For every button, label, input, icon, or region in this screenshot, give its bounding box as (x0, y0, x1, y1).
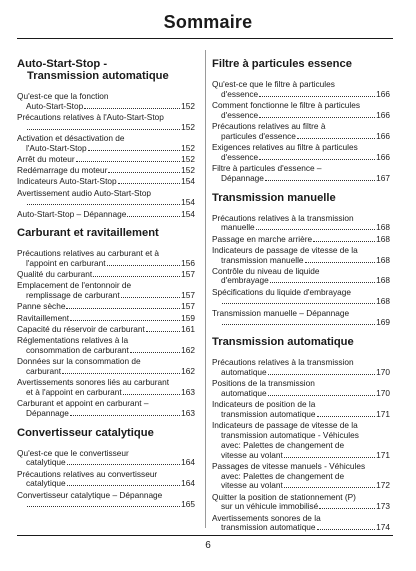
entry-text: remplissage de carburant (26, 291, 120, 301)
toc-entry[interactable] (17, 357, 195, 377)
entry-text: Qu'est-ce que le convertisseur (17, 448, 129, 458)
toc-entry[interactable] (17, 325, 195, 335)
toc-entry[interactable] (17, 336, 195, 356)
entry-leader-row (212, 523, 390, 533)
toc-entry[interactable] (212, 267, 390, 287)
entry-text: Indicateurs de position de la (212, 400, 316, 410)
toc-entry[interactable] (17, 470, 195, 490)
toc-entry[interactable] (17, 166, 195, 176)
entry-text: Arrêt du moteur (17, 154, 75, 164)
dot-leader (67, 464, 180, 465)
dot-leader (66, 308, 180, 309)
dot-leader (284, 457, 375, 458)
toc-entry[interactable] (212, 379, 390, 399)
dot-leader (118, 183, 181, 184)
dot-leader (123, 394, 180, 395)
entry-leader-row (17, 479, 195, 489)
entry-page-number: 168 (376, 223, 390, 233)
toc-entry[interactable] (17, 378, 195, 398)
entry-leader-row (212, 481, 390, 491)
toc-entry[interactable] (212, 358, 390, 378)
entry-page-number: 162 (181, 366, 195, 376)
entry-page-number: 164 (181, 479, 195, 489)
entry-page-number: 163 (181, 408, 195, 418)
entry-text: transmission automatique (221, 410, 316, 420)
entry-text: Exigences relatives au filtre à particules (212, 142, 358, 152)
entry-leader-row (17, 102, 195, 112)
toc-entry[interactable] (212, 400, 390, 420)
entry-leader-row (17, 388, 195, 398)
entry-text: Activation et désactivation de (17, 133, 125, 143)
entry-text: Comment fonctionne le filtre à particules (212, 100, 361, 110)
entry-leader-row (17, 409, 195, 419)
toc-entry[interactable] (212, 288, 390, 308)
dot-leader (76, 161, 181, 162)
dot-leader (121, 297, 181, 298)
entry-text: Qu'est-ce que le filtre à particules (212, 80, 335, 89)
toc-entry[interactable] (17, 314, 195, 324)
toc-entry[interactable] (212, 214, 390, 234)
entry-leader-row (212, 297, 390, 307)
entry-page-number: 152 (181, 166, 195, 176)
entry-text: avec: Palettes de changement de (221, 471, 345, 481)
entry-text: consommation de carburant (26, 345, 129, 355)
entry-page-number: 168 (376, 234, 390, 244)
entry-text: Précautions relatives à la transmission (212, 213, 354, 223)
dot-leader (284, 487, 375, 488)
entry-page-number: 168 (376, 255, 390, 265)
toc-entry[interactable] (212, 462, 390, 491)
entry-text: Indicateurs Auto-Start-Stop (17, 177, 117, 187)
entry-page-number: 152 (181, 143, 195, 153)
section-heading (212, 192, 390, 204)
entry-page-number: 173 (376, 502, 390, 512)
toc-entry[interactable] (17, 134, 195, 154)
entry-text: Avertissements sonores de la (212, 513, 321, 523)
section-heading-line: Transmission manuelle (212, 191, 336, 204)
dot-leader (317, 529, 376, 530)
entry-leader-row (17, 325, 195, 335)
entry-text: catalytique (26, 458, 66, 468)
entry-page-number: 164 (181, 458, 195, 468)
entry-text: Auto-Start-Stop (26, 101, 84, 111)
entry-page-number: 174 (376, 523, 390, 533)
dot-leader (268, 374, 375, 375)
entry-leader-row (17, 123, 195, 133)
entry-page-number: 163 (181, 387, 195, 397)
entry-text: Contrôle du niveau de liquide (212, 266, 320, 276)
toc-entry[interactable] (17, 92, 195, 112)
section-heading (212, 336, 390, 348)
entry-text: transmission manuelle (221, 255, 304, 265)
dot-leader (107, 265, 181, 266)
dot-leader (259, 117, 375, 118)
entry-text: Avertissements sonores liés au carburant (17, 377, 170, 387)
entry-leader-row (17, 302, 195, 312)
toc-entry[interactable] (17, 491, 195, 511)
entry-text: Précautions relatives à l'Auto-Start-Stop (17, 112, 164, 122)
entry-text: transmission automatique - Véhicules (221, 431, 359, 440)
dot-leader (62, 373, 180, 374)
dot-leader (259, 96, 375, 97)
entry-page-number: 172 (376, 481, 390, 491)
dot-leader (130, 352, 180, 353)
toc-entry[interactable] (212, 309, 390, 329)
toc-entry[interactable] (17, 210, 195, 220)
entry-leader-row (17, 458, 195, 468)
toc-entry[interactable] (17, 155, 195, 165)
column-divider (205, 50, 206, 528)
section-heading (17, 427, 195, 439)
entry-text: Ravitaillement (17, 313, 70, 323)
entry-leader-row (212, 318, 390, 328)
entry-page-number: 152 (181, 101, 195, 111)
entry-text: Positions de la transmission (212, 379, 315, 389)
toc-entry[interactable] (17, 249, 195, 269)
entry-leader-row (17, 314, 195, 324)
dot-leader (27, 129, 180, 130)
toc-entry[interactable] (17, 302, 195, 312)
entry-text: Indicateurs de passage de vitesse de la (212, 421, 358, 431)
entry-page-number: 168 (376, 276, 390, 286)
entry-page-number: 157 (181, 302, 195, 312)
entry-text: Données sur la consommation de (17, 357, 141, 366)
toc-section (212, 192, 390, 329)
entry-text: Panne sèche (17, 302, 66, 312)
entry-leader-row (17, 291, 195, 301)
entry-page-number: 169 (376, 318, 390, 328)
entry-text: Filtre à particules d'essence – (212, 163, 322, 173)
entry-leader-row (212, 153, 390, 163)
entry-page-number: 165 (181, 500, 195, 510)
entry-text: Quitter la position de stationnement (P) (212, 492, 356, 502)
entry-text: Précautions relatives à la transmission (212, 358, 354, 368)
entry-text: carburant (26, 366, 62, 376)
toc-entry[interactable] (212, 235, 390, 245)
dot-leader (256, 229, 375, 230)
dot-leader (319, 508, 375, 509)
section-heading (212, 58, 390, 70)
entry-text: particules d'essence (221, 131, 296, 141)
toc-entry[interactable] (212, 514, 390, 534)
section-heading-line: Convertisseur catalytique (17, 426, 154, 439)
entry-page-number: 152 (181, 154, 195, 164)
entry-text: Passage en marche arrière (212, 234, 313, 244)
entry-text: Précautions relatives au carburant et à (17, 249, 160, 259)
entry-text: Avertissement audio Auto-Start-Stop (17, 188, 152, 198)
entry-leader-row (212, 451, 390, 461)
entry-text: l'Auto-Start-Stop (26, 143, 87, 153)
entry-text: d'essence (221, 110, 259, 120)
dot-leader (70, 415, 180, 416)
entry-leader-row (212, 389, 390, 399)
entry-text: Convertisseur catalytique – Dépannage (17, 490, 163, 500)
dot-leader (67, 485, 180, 486)
toc-entry[interactable] (212, 122, 390, 142)
entry-text: Qualité du carburant (17, 270, 93, 280)
entry-text: Spécifications du liquide d'embrayage (212, 287, 352, 297)
section-heading-line: Transmission automatique (212, 336, 354, 349)
entry-leader-row (17, 155, 195, 165)
entry-text: automatique (221, 368, 267, 378)
entry-leader-row (212, 132, 390, 142)
entry-text: Transmission manuelle – Dépannage (212, 308, 350, 318)
entry-text: automatique (221, 389, 267, 399)
entry-leader-row (17, 259, 195, 269)
dot-leader (222, 324, 375, 325)
dot-leader (259, 159, 375, 160)
section-heading-line: Filtre à particules essence (212, 58, 352, 70)
dot-leader (222, 303, 375, 304)
entry-page-number: 171 (376, 410, 390, 420)
dot-leader (270, 282, 375, 283)
dot-leader (268, 395, 375, 396)
entry-text: vitesse au volant (221, 481, 283, 491)
page-number: 6 (205, 540, 211, 551)
entry-text: Indicateurs de passage de vitesse de la (212, 245, 358, 255)
entry-leader-row (17, 210, 195, 220)
entry-leader-row (17, 367, 195, 377)
title-rule (17, 38, 393, 39)
entry-leader-row (212, 368, 390, 378)
entry-leader-row (17, 198, 195, 208)
entry-leader-row (17, 144, 195, 154)
entry-text: transmission automatique (221, 523, 316, 533)
entry-text: Précautions relatives au filtre à (212, 121, 326, 131)
dot-leader (84, 108, 180, 109)
section-heading-line: Auto-Start-Stop - (17, 58, 108, 70)
entry-text: Qu'est-ce que la fonction (17, 92, 109, 101)
section-heading (17, 58, 195, 82)
toc-entry[interactable] (17, 177, 195, 187)
entry-page-number: 168 (376, 297, 390, 307)
entry-text: d'essence (221, 152, 259, 162)
entry-text: Précautions relatives au convertisseur (17, 469, 158, 479)
entry-text: d'embrayage (221, 276, 269, 286)
entry-page-number: 167 (376, 173, 390, 183)
section-heading-line: Carburant et ravitaillement (17, 227, 159, 240)
dot-leader (127, 216, 180, 217)
entry-text: vitesse au volant (221, 450, 283, 460)
dot-leader (146, 331, 180, 332)
entry-leader-row (212, 90, 390, 100)
entry-page-number: 166 (376, 131, 390, 141)
toc-section (17, 227, 195, 418)
entry-leader-row (212, 111, 390, 121)
entry-text: Redémarrage du moteur (17, 166, 108, 176)
entry-text: Auto-Start-Stop – Dépannage (17, 209, 127, 219)
entry-page-number: 157 (181, 270, 195, 280)
toc-entry[interactable] (212, 101, 390, 121)
entry-leader-row (212, 235, 390, 245)
dot-leader (305, 262, 376, 263)
entry-page-number: 154 (181, 209, 195, 219)
footer-rule (17, 535, 393, 536)
entry-text: manuelle (221, 223, 255, 233)
toc-column-right (212, 50, 390, 541)
dot-leader (27, 204, 180, 205)
entry-text: Carburant et appoint en carburant – (17, 398, 149, 408)
toc-section (212, 58, 390, 184)
entry-page-number: 159 (181, 313, 195, 323)
entry-page-number: 170 (376, 389, 390, 399)
entry-page-number: 156 (181, 259, 195, 269)
entry-text: catalytique (26, 479, 66, 489)
entry-leader-row (212, 223, 390, 233)
dot-leader (265, 180, 375, 181)
toc-section (212, 336, 390, 533)
entry-page-number: 166 (376, 152, 390, 162)
entry-page-number: 171 (376, 450, 390, 460)
entry-text: Dépannage (26, 408, 69, 418)
entry-page-number: 154 (181, 198, 195, 208)
entry-page-number: 170 (376, 368, 390, 378)
entry-text: Réglementations relatives à la (17, 336, 129, 346)
entry-page-number: 162 (181, 345, 195, 355)
entry-leader-row (17, 177, 195, 187)
toc-entry[interactable] (17, 270, 195, 280)
toc-section (17, 58, 195, 219)
entry-page-number: 157 (181, 291, 195, 301)
toc-entry[interactable] (212, 143, 390, 163)
entry-page-number: 154 (181, 177, 195, 187)
toc-section (17, 427, 195, 511)
entry-text: Dépannage (221, 173, 264, 183)
entry-leader-row (17, 270, 195, 280)
entry-text: Passages de vitesse manuels - Véhicules (212, 461, 366, 471)
dot-leader (313, 241, 375, 242)
dot-leader (70, 320, 180, 321)
entry-leader-row (212, 276, 390, 286)
toc-entry[interactable] (17, 449, 195, 469)
entry-text: d'essence (221, 89, 259, 99)
dot-leader (297, 138, 375, 139)
section-heading (17, 227, 195, 239)
toc-entry[interactable] (212, 80, 390, 100)
entry-text: sur un véhicule immobilisé (221, 502, 319, 512)
dot-leader (27, 506, 180, 507)
entry-text: Emplacement de l'entonnoir de (17, 281, 132, 291)
section-heading-line: Transmission automatique (27, 70, 169, 82)
entry-leader-row (17, 166, 195, 176)
toc-entry[interactable] (17, 399, 195, 419)
entry-text: et à l'appoint en carburant (26, 387, 122, 397)
entry-page-number: 161 (181, 324, 195, 334)
dot-leader (108, 172, 180, 173)
entry-text: avec: Palettes de changement de (221, 440, 345, 450)
page-title: Sommaire (163, 12, 253, 32)
entry-text: l'appoint en carburant (26, 259, 106, 269)
dot-leader (88, 150, 181, 151)
entry-leader-row (212, 410, 390, 420)
entry-leader-row (212, 174, 390, 184)
entry-leader-row (212, 256, 390, 266)
toc-entry[interactable] (212, 493, 390, 513)
dot-leader (317, 416, 376, 417)
toc-entry[interactable] (17, 281, 195, 301)
toc-entry[interactable] (17, 113, 195, 133)
entry-leader-row (17, 500, 195, 510)
toc-entry[interactable] (212, 164, 390, 184)
toc-entry[interactable] (17, 189, 195, 209)
entry-page-number: 152 (181, 122, 195, 132)
entry-leader-row (17, 346, 195, 356)
entry-page-number: 166 (376, 110, 390, 120)
toc-column-left (17, 50, 195, 518)
dot-leader (93, 276, 180, 277)
entry-text: Capacité du réservoir de carburant (17, 324, 145, 334)
toc-entry[interactable] (212, 246, 390, 266)
entry-page-number: 166 (376, 89, 390, 99)
entry-leader-row (212, 502, 390, 512)
toc-entry[interactable] (212, 421, 390, 460)
